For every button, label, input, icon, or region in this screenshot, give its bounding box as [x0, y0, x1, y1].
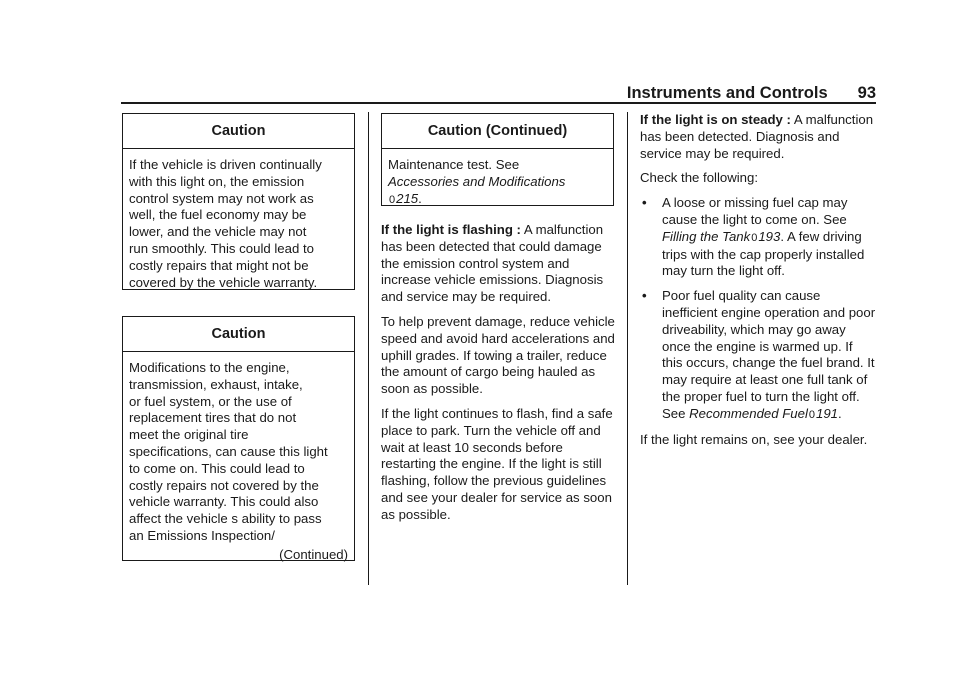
- caution-box-1: [122, 113, 355, 290]
- paragraph-text: A malfunction has been detected that could damage the emission control system and increase vehicle emissions. Diagnosis and service may be required.: [381, 222, 604, 305]
- caution-line: affect the vehicle s ability to pass: [129, 511, 322, 527]
- cross-reference-title[interactable]: Filling the Tank: [662, 228, 751, 244]
- page-number: 93: [857, 84, 876, 102]
- caution-line: specifications, can cause this light: [129, 443, 328, 459]
- caution-box-2: [122, 316, 355, 561]
- caution-line: vehicle warranty. This could also: [129, 494, 319, 510]
- column-3-text: [640, 112, 876, 456]
- caution-line: or fuel system, or the use of: [129, 393, 292, 409]
- paragraph-continues-flash: If the light continues to flash, find a safe place to park. Turn the vehicle off and wait at least 10 seconds before restarting the engine. If the light is still flashing, follow the previous guidelines and see your dealer for service as soon as possible.: [381, 405, 613, 522]
- caution-line: to come on. This could lead to: [129, 460, 305, 476]
- paragraph-text: A malfunction has been detected. Diagnosis and service may be required.: [640, 112, 874, 161]
- column-2-text: [381, 222, 615, 532]
- caution-heading: Caution: [123, 317, 354, 352]
- paragraph-remains-on: If the light remains on, see your dealer.: [640, 431, 868, 447]
- caution-line: control system may not work as: [129, 190, 314, 206]
- continued-label: (Continued): [279, 546, 348, 562]
- column-divider-2: [627, 112, 628, 585]
- column-divider-1: [368, 112, 369, 585]
- list-item-text: Poor fuel quality can cause inefficient engine operation and poor driveability, which may go away once the engine is warmed up. If this occurs, change the fuel brand. It may require at least one full tank of the proper fuel to turn the light off. See: [662, 288, 876, 421]
- caution-line: an Emissions Inspection/: [129, 527, 275, 543]
- section-title: Instruments and Controls: [626, 84, 828, 102]
- paragraph-check: Check the following:: [640, 170, 759, 186]
- page-ref-number[interactable]: 191: [816, 405, 839, 421]
- caution-line: run smoothly. This could lead to: [129, 240, 314, 256]
- bullet-icon: •: [642, 195, 647, 211]
- period: .: [418, 190, 422, 206]
- list-item-text: . A few driving trips with the cap properly installed may turn the light off.: [662, 228, 865, 279]
- caution-line: costly repairs that might not be: [129, 257, 309, 273]
- caution-body: [123, 149, 354, 297]
- page-ref-number: 215: [396, 190, 419, 206]
- caution-body: [123, 352, 354, 570]
- check-list: [640, 195, 876, 423]
- caution-line: transmission, exhaust, intake,: [129, 376, 303, 392]
- list-item-text: .: [838, 405, 842, 421]
- run-in-heading: If the light is on steady :: [640, 112, 791, 127]
- cross-reference-title[interactable]: Recommended Fuel: [689, 405, 808, 421]
- run-in-heading: If the light is flashing :: [381, 222, 521, 237]
- page-ref-arrow-icon: 0: [808, 408, 816, 421]
- list-item: [640, 195, 876, 280]
- cross-reference-page[interactable]: [388, 191, 607, 209]
- caution-box-continued: [381, 113, 614, 206]
- page-ref-number[interactable]: 193: [758, 228, 781, 244]
- list-item: [640, 288, 876, 423]
- running-head: [627, 84, 876, 103]
- caution-line: replacement tires that do not: [129, 410, 297, 426]
- paragraph-flashing: [381, 222, 615, 306]
- page-ref-arrow-icon: 0: [389, 193, 396, 206]
- caution-heading: Caution: [123, 114, 354, 149]
- caution-line: with this light on, the emission: [129, 173, 305, 189]
- page-ref-arrow-icon: 0: [751, 231, 758, 244]
- paragraph-prevent-damage: To help prevent damage, reduce vehicle speed and avoid hard accelerations and uphill grades. If towing a trailer, reduce the amount of cargo being hauled as soon as possible.: [381, 313, 615, 397]
- bullet-icon: •: [642, 288, 647, 304]
- caution-body: [382, 149, 613, 214]
- caution-line: lower, and the vehicle may not: [129, 224, 307, 240]
- caution-heading: Caution (Continued): [382, 114, 613, 149]
- caution-line: covered by the vehicle warranty.: [129, 274, 318, 290]
- caution-line: meet the original tire: [129, 427, 249, 443]
- header-rule: [121, 102, 876, 104]
- caution-line: Modifications to the engine,: [129, 360, 290, 375]
- list-item-text: A loose or missing fuel cap may cause the light to come on. See: [662, 195, 848, 227]
- cross-reference-title[interactable]: Accessories and Modifications: [388, 173, 566, 189]
- paragraph-steady: [640, 112, 876, 162]
- caution-line: well, the fuel economy may be: [129, 207, 307, 223]
- caution-line: If the vehicle is driven continually: [129, 157, 322, 172]
- caution-line: Maintenance test. See: [388, 157, 520, 172]
- caution-line: costly repairs not covered by the: [129, 477, 319, 493]
